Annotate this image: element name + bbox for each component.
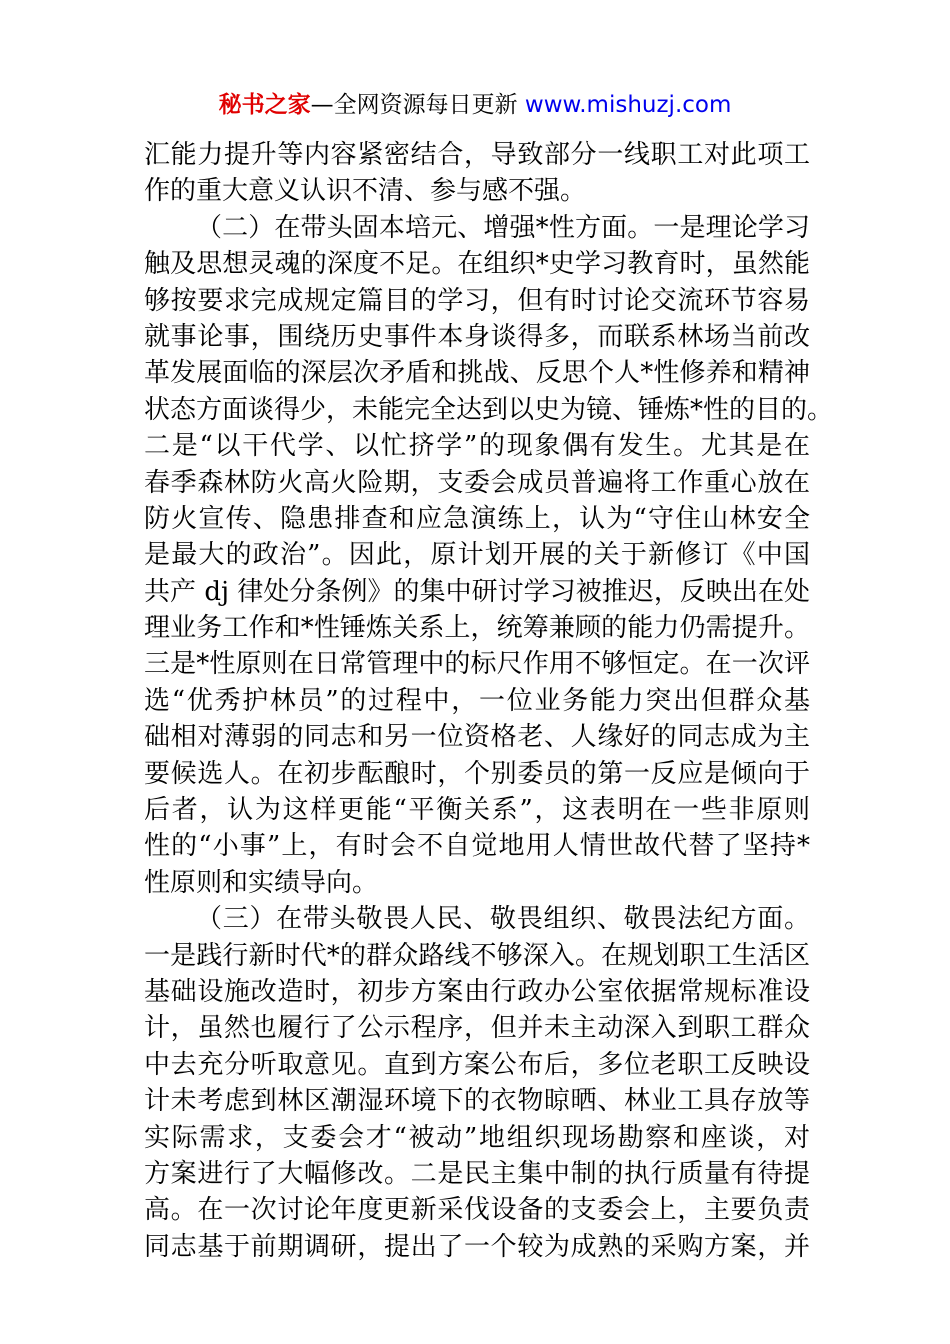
text-line: 二是“以干代学、以忙挤学”的现象偶有发生。尤其是在 [144, 431, 810, 462]
section-heading-line: （二）在带头固本培元、增强*性方面。一是理论学习 [196, 212, 810, 243]
text-line: 春季森林防火高火险期，支委会成员普遍将工作重心放在 [144, 467, 810, 498]
site-url-link[interactable]: www.mishuzj.com [524, 92, 732, 118]
document-body [144, 137, 834, 1265]
text-line: 防火宣传、隐患排查和应急演练上，认为“守住山林安全 [144, 503, 810, 534]
text-line: 一是践行新时代*的群众路线不够深入。在规划职工生活区 [144, 940, 810, 971]
text-line: 基础设施改造时，初步方案由行政办公室依据常规标准设 [144, 976, 810, 1007]
text-line: 后者，认为这样更能“平衡关系”，这表明在一些非原则 [144, 795, 810, 826]
text-line: 理业务工作和*性锤炼关系上，统筹兼顾的能力仍需提升。 [144, 613, 810, 644]
brand-name: 秘书之家 [218, 92, 311, 118]
text-line: 汇能力提升等内容紧密结合，导致部分一线职工对此项工 [144, 140, 810, 170]
text-line: 同志基于前期调研，提出了一个较为成熟的采购方案，并 [144, 1231, 810, 1262]
text-line: 要候选人。在初步酝酿时，个别委员的第一反应是倾向于 [144, 758, 810, 789]
text-line: 作的重大意义认识不清、参与感不强。 [144, 176, 587, 207]
section-heading-line: （三）在带头敬畏人民、敬畏组织、敬畏法纪方面。 [196, 904, 810, 935]
header-tagline: —全网资源每日更新 [310, 92, 525, 118]
text-line: 实际需求，支委会才“被动”地组织现场勘察和座谈，对 [144, 1122, 810, 1153]
text-line: 三是*性原则在日常管理中的标尺作用不够恒定。在一次评 [144, 649, 810, 680]
text-line: 计，虽然也履行了公示程序，但并未主动深入到职工群众 [144, 1013, 810, 1044]
text-line: 计未考虑到林区潮湿环境下的衣物晾晒、林业工具存放等 [144, 1086, 810, 1117]
text-line: 是最大的政治”。因此，原计划开展的关于新修订《中国 [144, 540, 810, 571]
text-line: 础相对薄弱的同志和另一位资格老、人缘好的同志成为主 [144, 722, 810, 753]
text-line: 就事论事，围绕历史事件本身谈得多，而联系林场当前改 [144, 321, 810, 352]
text-line: 革发展面临的深层次矛盾和挑战、反思个人*性修养和精神 [144, 358, 810, 389]
text-line: 性的“小事”上，有时会不自觉地用人情世故代替了坚持* [144, 831, 810, 862]
text-line: 状态方面谈得少，未能完全达到以史为镜、锤炼*性的目的。 [144, 394, 834, 425]
text-line: 共产 dj 律处分条例》的集中研讨学习被推迟，反映出在处 [144, 576, 810, 607]
text-line: 方案进行了大幅修改。二是民主集中制的执行质量有待提 [144, 1158, 810, 1189]
text-line: 性原则和实绩导向。 [144, 867, 379, 898]
text-line: 触及思想灵魂的深度不足。在组织*史学习教育时，虽然能 [144, 249, 810, 280]
text-line: 选“优秀护林员”的过程中，一位业务能力突出但群众基 [144, 685, 810, 716]
text-line: 高。在一次讨论年度更新采伐设备的支委会上，主要负责 [144, 1195, 810, 1226]
text-line: 中去充分听取意见。直到方案公布后，多位老职工反映设 [144, 1049, 810, 1080]
site-header-banner [0, 88, 950, 122]
text-line: 够按要求完成规定篇目的学习，但有时讨论交流环节容易 [144, 285, 810, 316]
